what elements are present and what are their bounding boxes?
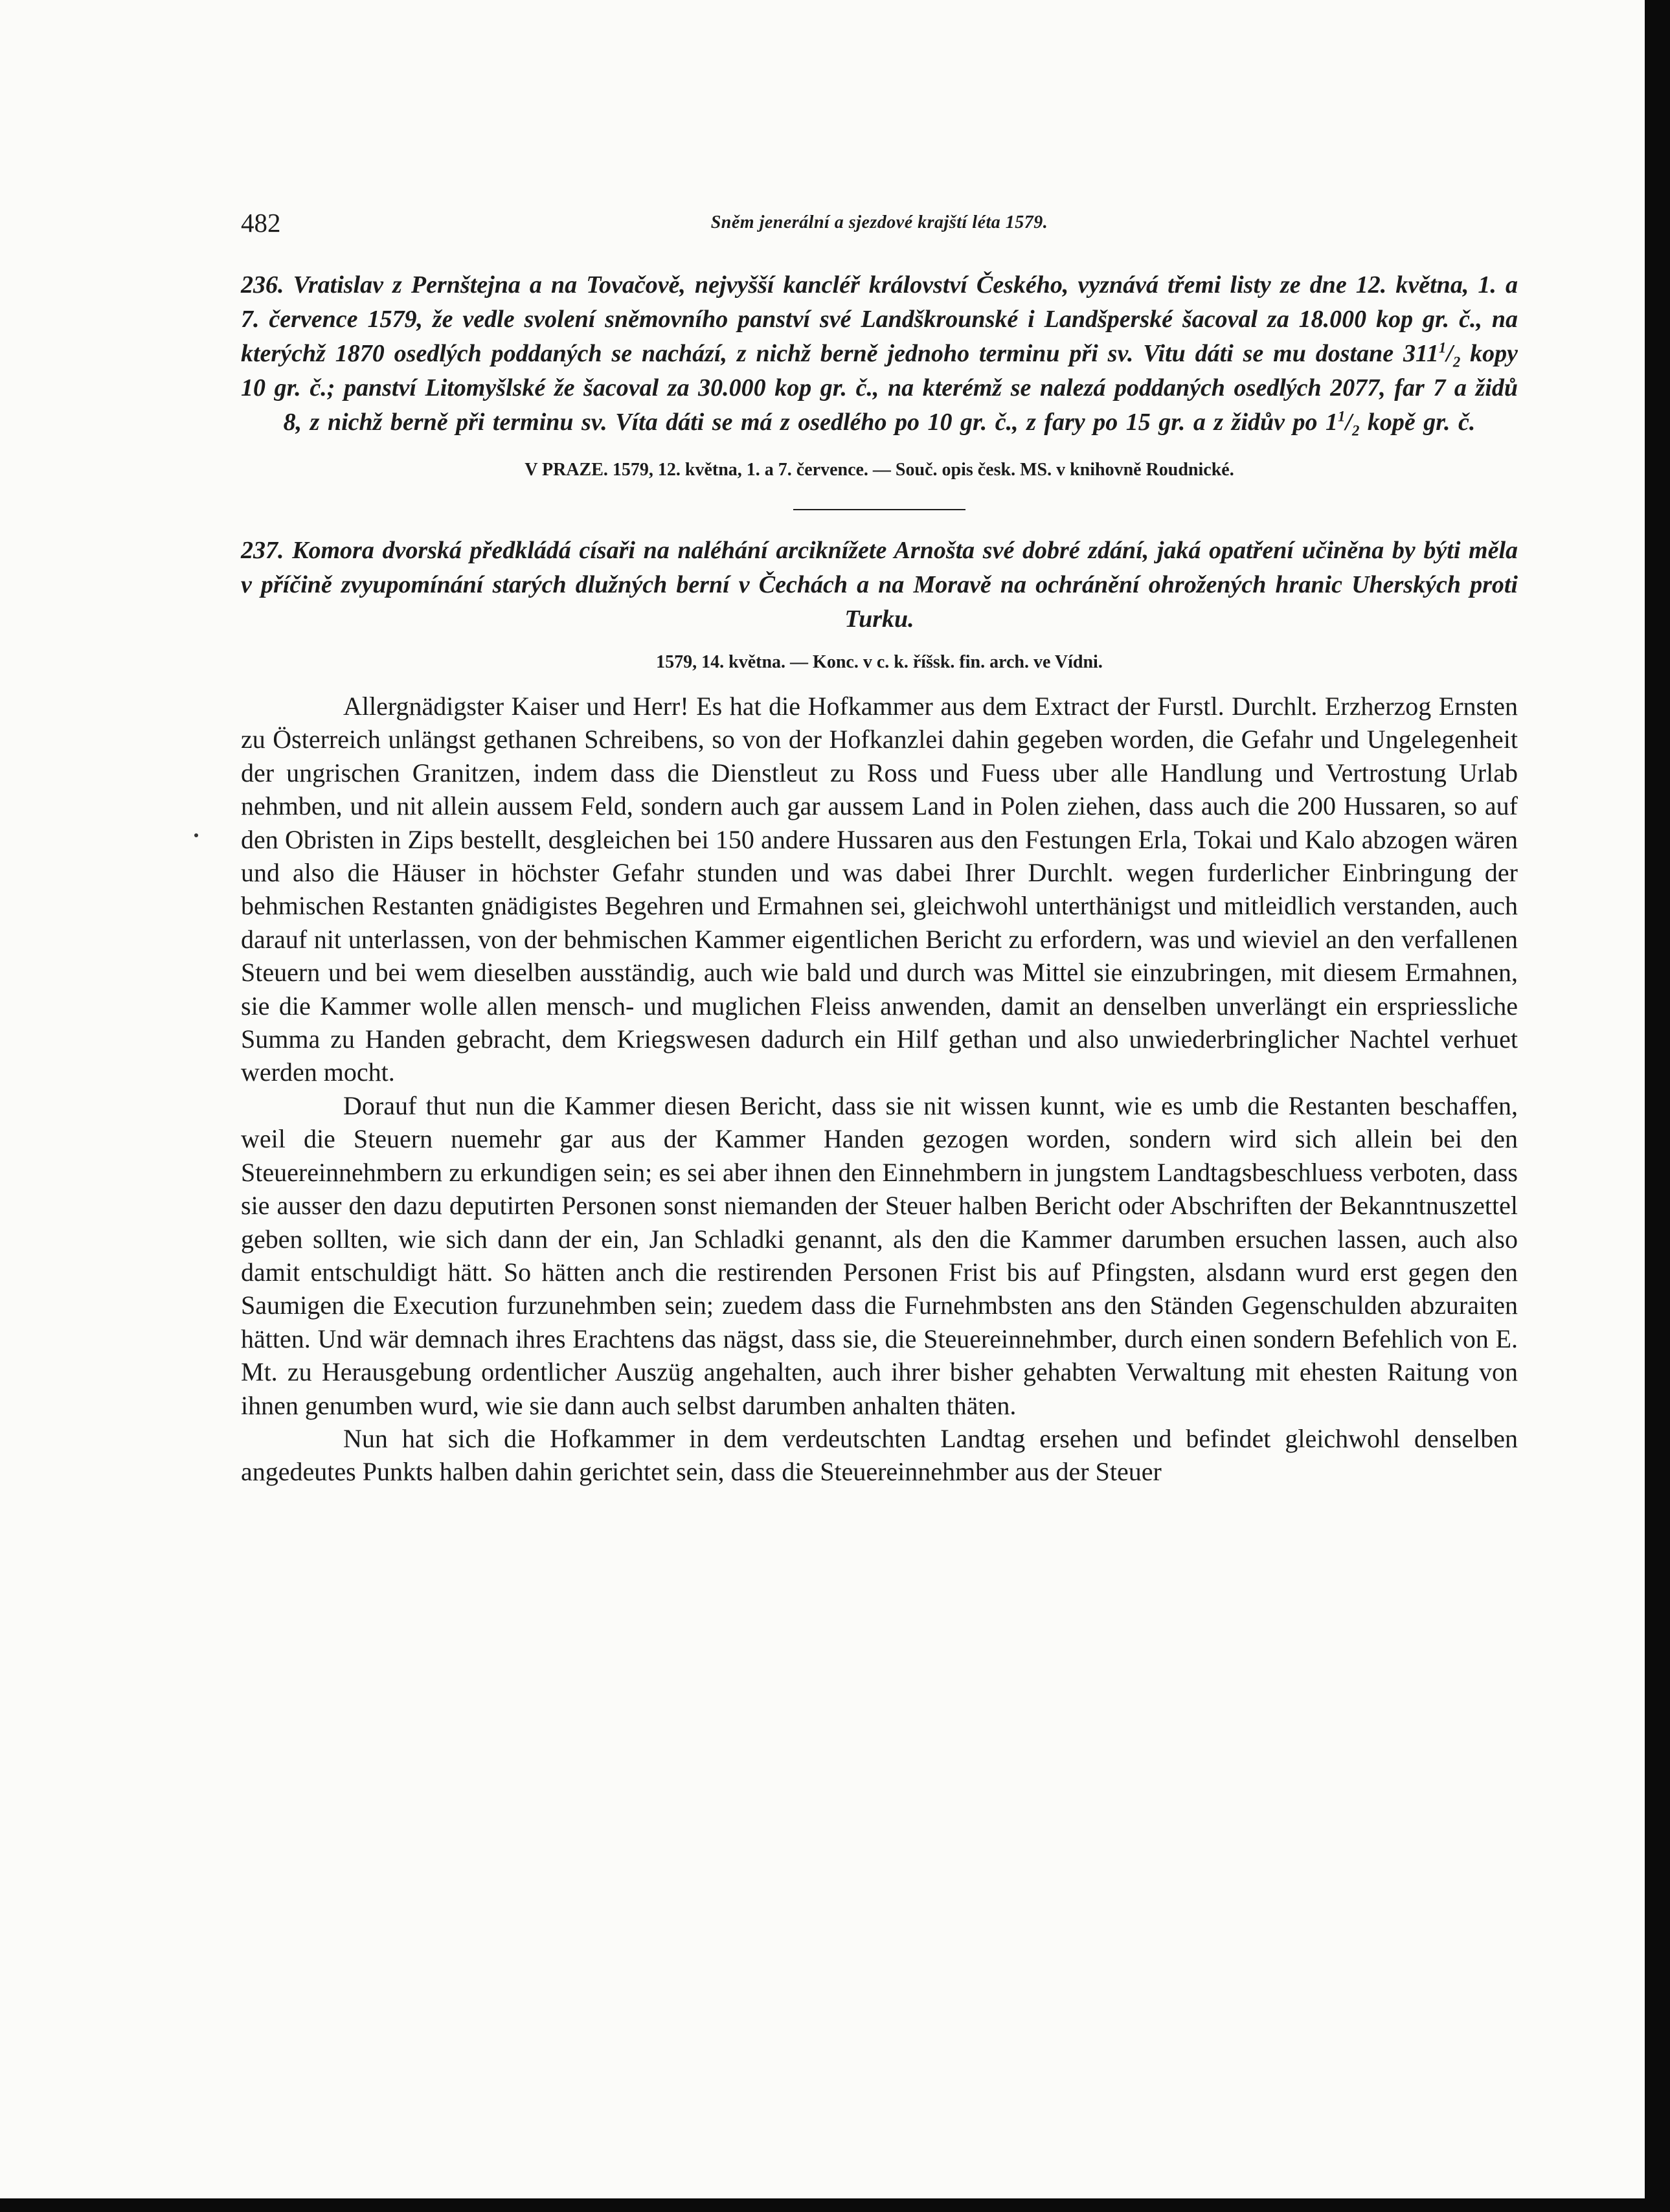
page-number: 482 xyxy=(241,208,281,238)
body-paragraph: Allergnädigster Kaiser und Herr! Es hat die Hofkammer aus dem Extract der Furstl. Durchlt. Erzherzog Ernsten zu Österreich unlängst gethanen Schreibens, so von der Hofkanzlei dahin gegeben worden, die Gefahr und Ungelegenheit der ungrischen Granitzen, indem dass die Dienstleut zu Ross und Fuess uber alle Handlung und Vertrostung Urlab nehmben, und nit allein aussem Feld, sondern auch gar aussem Land in Polen ziehen, dass auch die 200 Hussaren, so auf den Obristen in Zips bestellt, desgleichen bei 150 andere Hussaren aus den Festungen Erla, Tokai und Kalo abzogen wären und also die Häuser in höchster Gefahr stunden und was dabei Ihrer Durchlt. wegen furderlicher Einbringung der behmischen Restanten gnädigistes Begehren und Ermahnen sei, gleichwohl unterthänigst und mitleidlich verstanden, auch darauf nit unterlassen, von der behmischen Kammer eigentlichen Bericht zu erfordern, was und wieviel an den verfallenen Steuern und bei wem dieselben ausständig, auch wie bald und durch was Mittel sie einzubringen, mit diesem Ermahnen, sie die Kammer wolle allen mensch- und muglichen Fleiss anwenden, damit an denselben unverlängt ein erspriessliche Summa zu Handen gebracht, dem Kriegswesen dadurch ein Hilf gethan und also unwiederbringlicher Nachtel verhuet werden mocht. xyxy=(241,692,1518,1087)
ink-speck xyxy=(194,833,198,837)
entry-237-source: 1579, 14. května. — Konc. v c. k. říšsk. fin. arch. ve Vídni. xyxy=(656,652,1103,672)
body-paragraph: Dorauf thut nun die Kammer diesen Bericht, dass sie nit wissen kunnt, wie es umb die Restanten beschaffen, weil die Steuern nuemehr gar aus der Kammer Handen gezogen worden, sondern wird sich allein bei den Steuereinnehmbern zu erkundigen sein; es sei aber ihnen den Einnehmbern in jungstem Landtagsbeschluess verboten, dass sie ausser den dazu deputirten Personen sonst niemanden der Steuer halben Bericht oder Abschriften der Bekanntnuszettel geben sollten, wie sich dann der ein, Jan Schladki genannt, als den die Kammer darumben ersuchen lassen, auch also damit entschuldigt hätt. So hätten anch die restirenden Personen Frist bis auf Pfingsten, alsdann wurd erst gegen den Saumigen die Execution furzunehmben sein; zuedem dass die Furnehmbsten ans den Ständen Gegenschulden abzuraiten hätten. Und wär demnach ihres Erachtens das nägst, dass sie, die Steuereinnehmber, durch einen sondern Befehlich von E. Mt. zu Herausgebung ordentlicher Auszüg angehalten, auch ihrer bisher gehabten Verwaltung mit ehesten Raitung von ihnen genumben wurd, wie sie dann auch selbst darumben anhalten thäten. xyxy=(241,1090,1518,1420)
scan-border-right xyxy=(1645,0,1670,2212)
fraction-2-numerator: 1 xyxy=(1338,408,1346,425)
scan-border-bottom xyxy=(0,2198,1670,2212)
page-content xyxy=(241,206,1518,1489)
entry-236-text-end: kopě gr. č. xyxy=(1359,409,1476,436)
running-title: Sněm jenerální a sjezdové krajští léta 1579. xyxy=(710,212,1048,232)
entry-236-summary: 236. Vratislav z Pernštejna a na Tovačově, nejvyšší kancléř království Českého, vyznává třemi listy ze dne 12. května, 1. a 7. července 1579, že vedle svolení sněmovního panství své Landškrounské i Landšperské šacoval za 18.000 kop gr. č., na kterýchž 1870 osedlých poddaných se nachází, z nichž berně jednoho terminu při sv. Vitu dáti se mu dostane $311^1/_2$ kopy 10 gr. č.; panství Litomyšlské že šacoval za 30.000 kop gr. č., na kterémž se nalezá poddaných osedlých 2077, far 7 a židů 8, z nichž berně při terminu sv. Víta dáti se má z osedlého po 10 gr. č., z fary po 15 gr. a z židův po $1^1/_2$ kopě gr. č. xyxy=(241,271,1518,439)
entry-236-text-main: Vratislav z Pernštejna a na Tovačově, nejvyšší kancléř království Českého, vyznává třemi listy ze dne 12. května, 1. a 7. července 1579, že vedle svolení sněmovního panství své Landškrounské i Landšperské šacoval za 18.000 kop gr. č., na kterýchž 1870 osedlých poddaných se nachází, z nichž berně jednoho terminu při sv. Vitu dáti se mu dostane 311 xyxy=(241,271,1518,367)
entry-236-number: 236. xyxy=(241,271,284,299)
fraction-2-denominator: 2 xyxy=(1352,422,1360,439)
entry-236-source: V PRAZE. 1579, 12. května, 1. a 7. července. — Souč. opis česk. MS. v knihovně Roudnické. xyxy=(525,460,1234,480)
section-divider xyxy=(793,509,965,510)
body-paragraph: Nun hat sich die Hofkammer in dem verdeutschten Landtag ersehen und befindet gleichwohl denselben angedeutes Punkts halben dahin gerichtet sein, dass die Steuereinnehmber aus der Steuer xyxy=(241,1423,1518,1487)
entry-236-text-middle: kopy 10 gr. č.; panství Litomyšlské že šacoval za 30.000 kop gr. č., na kterémž se nalezá poddaných osedlých 2077, far 7 a židů 8, z nichž berně při terminu sv. Víta dáti se má z osedlého po 10 gr. č., z fary po 15 gr. a z židův po 1 xyxy=(241,340,1518,436)
fraction-1-denominator: 2 xyxy=(1452,354,1461,370)
page-header xyxy=(241,206,1518,240)
fraction-1-numerator: 1 xyxy=(1438,339,1447,356)
entry-237-summary-text: Komora dvorská předkládá císaři na naléhání arciknížete Arnošta své dobré zdání, jaká opatření učiněna by býti měla v příčině zvyupomínání starých dlužných berní v Čechách a na Moravě na ochránění ohrožených hranic Uherských proti Turku. xyxy=(241,537,1518,633)
entry-237-summary xyxy=(241,534,1518,637)
entry-237-number: 237. xyxy=(241,537,284,564)
